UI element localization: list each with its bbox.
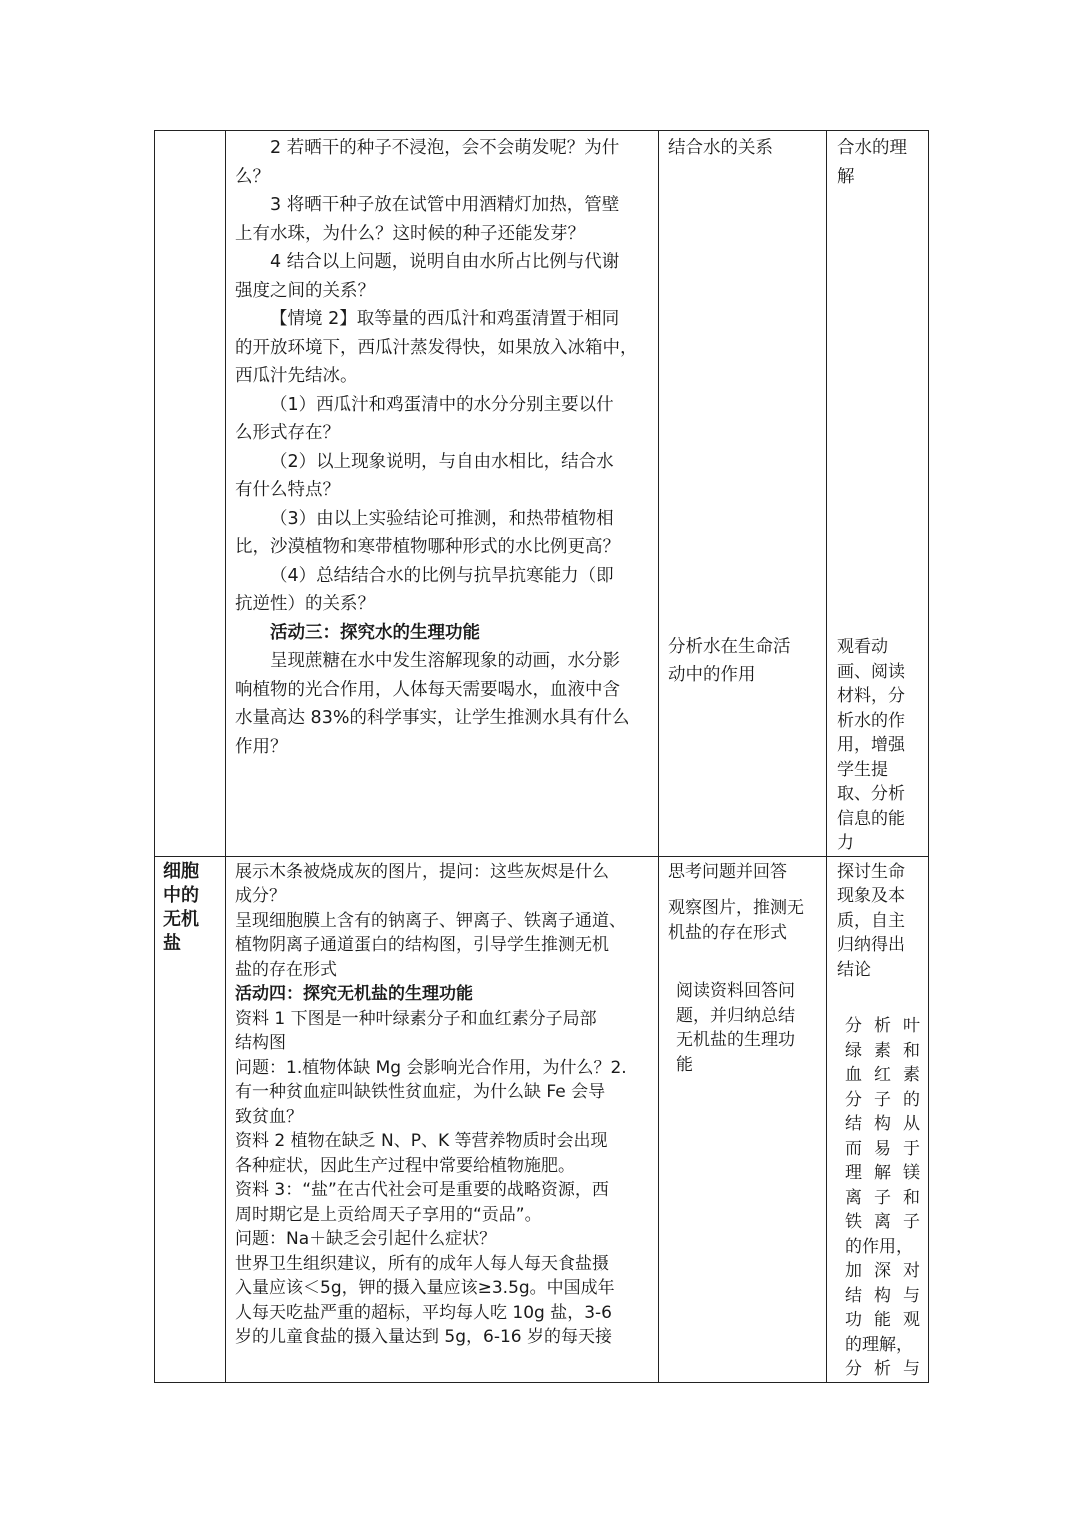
table-row-inorganic-salt: [155, 856, 929, 1382]
design-intent-line: 解: [837, 166, 855, 187]
teacher-activity-line: 呈现细胞膜上含有的钠离子、钾离子、铁离子通道、: [235, 910, 626, 931]
student-activity-cell: [659, 131, 827, 857]
teacher-activity-line: 资料 3：“盐”在古代社会可是重要的战略资源，西: [235, 1180, 609, 1200]
category-label: 盐: [163, 932, 181, 954]
teacher-activity-line: 水量高达 83%的科学事实，让学生推测水具有什么: [235, 708, 630, 728]
teacher-activity-line: 的开放环境下，西瓜汁蒸发得快，如果放入冰箱中，: [235, 337, 638, 358]
teacher-activity-line: 2 若晒干的种子不浸泡，会不会萌发呢？为什: [270, 138, 620, 158]
design-intent-line: 加深对: [845, 1261, 920, 1281]
design-intent-line: 观看动: [837, 637, 888, 657]
student-activity-text: 结合水的关系: [668, 138, 773, 158]
student-activity-line: 阅读资料回答问: [676, 981, 795, 1001]
teacher-activity-line: 3 将晒干种子放在试管中用酒精灯加热，管壁: [270, 195, 620, 215]
table-row-water: [155, 131, 929, 857]
design-intent-cell: [827, 856, 929, 1382]
teacher-activity-line: 展示木条被烧成灰的图片，提问：这些灰烬是什么: [235, 861, 609, 882]
design-intent-line: 结构与: [845, 1285, 920, 1306]
teacher-activity-line: 活动四：探究无机盐的生理功能: [235, 984, 473, 1004]
teacher-activity-line: 入量应该＜5g，钾的摄入量应该≥3.5g。中国成年: [235, 1278, 615, 1298]
teacher-activity-line: 植物阴离子通道蛋白的结构图，引导学生推测无机: [235, 935, 609, 955]
teacher-activity-line: 致贫血？: [235, 1106, 303, 1127]
teacher-activity-line: 资料 1 下图是一种叶绿素分子和血红素分子局部: [235, 1008, 597, 1029]
teacher-activity-line: 有什么特点？: [235, 480, 340, 500]
teacher-activity-cell: [226, 856, 659, 1382]
student-activity-line: 机盐的存在形式: [668, 922, 787, 943]
category-label: 中的: [163, 884, 199, 906]
teacher-activity-line: 上有水珠，为什么？这时候的种子还能发芽？: [235, 223, 585, 244]
design-intent-line: 探讨生命: [837, 861, 905, 882]
teacher-activity-line: 强度之间的关系？: [235, 280, 375, 301]
category-label: 无机: [163, 908, 199, 930]
category-cell: [155, 856, 226, 1382]
design-intent-line: 理解镁: [845, 1163, 920, 1183]
design-intent-line: 画、阅读: [837, 661, 905, 682]
design-intent-line: 现象及本: [837, 886, 905, 906]
design-intent-line: 学生提: [837, 759, 888, 780]
teacher-activity-line: 人每天吃盐严重的超标，平均每人吃 10g 盐，3-6: [235, 1302, 612, 1323]
design-intent-line: 结论: [837, 959, 871, 980]
category-cell-empty: [155, 131, 226, 857]
design-intent-line: 材料，分: [837, 686, 905, 706]
teacher-activity-line: 成分？: [235, 886, 286, 906]
teacher-activity-line: 呈现蔗糖在水中发生溶解现象的动画，水分影: [270, 651, 620, 671]
student-activity-line: 分析水在生命活: [668, 636, 791, 657]
student-activity-line: 思考问题并回答: [668, 861, 787, 882]
teacher-activity-line: 活动三：探究水的生理功能: [270, 622, 480, 643]
student-activity-line: 无机盐的生理功: [676, 1030, 795, 1050]
design-intent-line: 析水的作: [837, 710, 905, 731]
teacher-activity-line: 各种症状，因此生产过程中常要给植物施肥。: [235, 1155, 575, 1176]
teacher-activity-line: 资料 2 植物在缺乏 N、P、K 等营养物质时会出现: [235, 1131, 608, 1151]
teacher-activity-line: 有一种贫血症叫缺铁性贫血症，为什么缺 Fe 会导: [235, 1082, 606, 1102]
design-intent-line: 的作用，: [845, 1236, 913, 1257]
lesson-plan-table: [154, 130, 929, 1383]
design-intent-line: 力: [837, 833, 854, 853]
student-activity-cell: [659, 856, 827, 1382]
student-activity-line: 题，并归纳总结: [676, 1005, 795, 1026]
design-intent-line: 的理解，: [845, 1334, 913, 1355]
teacher-activity-line: 【情境 2】取等量的西瓜汁和鸡蛋清置于相同: [270, 309, 620, 329]
design-intent-line: 离子和: [845, 1187, 920, 1208]
design-intent-line: 取、分析: [837, 784, 905, 804]
design-intent-line: 结构从: [845, 1114, 920, 1134]
design-intent-line: 功能观: [845, 1310, 920, 1330]
design-intent-line: 而易于: [845, 1138, 920, 1159]
teacher-activity-line: 结构图: [235, 1033, 286, 1053]
teacher-activity-line: （4）总结结合水的比例与抗旱抗寒能力（即: [270, 565, 614, 586]
teacher-activity-line: 作用？: [235, 736, 288, 757]
student-activity-line: 动中的作用: [668, 665, 756, 685]
teacher-activity-line: 岁的儿童食盐的摄入量达到 5g，6-16 岁的每天接: [235, 1327, 612, 1347]
teacher-activity-line: 周时期它是上贡给周天子享用的“贡品”。: [235, 1204, 542, 1225]
teacher-activity-line: 世界卫生组织建议，所有的成年人每人每天食盐摄: [235, 1253, 609, 1274]
design-intent-line: 血红素: [845, 1065, 920, 1085]
teacher-activity-line: （2）以上现象说明，与自由水相比，结合水: [270, 451, 614, 472]
design-intent-line: 信息的能: [837, 808, 905, 829]
design-intent-line: 铁离子: [845, 1212, 920, 1232]
teacher-activity-line: （1）西瓜汁和鸡蛋清中的水分分别主要以什: [270, 394, 614, 415]
design-intent-cell: [827, 131, 929, 857]
design-intent-line: 用，增强: [837, 735, 905, 755]
teacher-activity-line: 比，沙漠植物和寒带植物哪种形式的水比例更高？: [235, 537, 620, 557]
teacher-activity-line: 抗逆性）的关系？: [235, 594, 375, 614]
design-intent-line: 分析叶: [845, 1016, 920, 1036]
student-activity-line: 观察图片，推测无: [668, 898, 804, 918]
teacher-activity-line: 盐的存在形式: [235, 959, 337, 980]
teacher-activity-line: 响植物的光合作用，人体每天需要喝水，血液中含: [235, 679, 620, 700]
design-intent-line: 归纳得出: [837, 935, 905, 955]
category-label: 细胞: [163, 860, 199, 882]
design-intent-line: 绿素和: [845, 1040, 920, 1061]
teacher-activity-cell: [226, 131, 659, 857]
teacher-activity-line: 么？: [235, 166, 270, 187]
design-intent-line: 合水的理: [837, 138, 907, 158]
teacher-activity-line: 问题：Na＋缺乏会引起什么症状？: [235, 1229, 497, 1249]
student-activity-line: 能: [676, 1054, 693, 1075]
teacher-activity-line: （3）由以上实验结论可推测，和热带植物相: [270, 508, 614, 529]
teacher-activity-line: 4 结合以上问题，说明自由水所占比例与代谢: [270, 252, 620, 272]
design-intent-line: 分子的: [845, 1089, 920, 1110]
teacher-activity-line: 西瓜汁先结冰。: [235, 366, 358, 386]
teacher-activity-line: 么形式存在？: [235, 423, 340, 443]
design-intent-line: 分析与: [845, 1359, 920, 1379]
design-intent-line: 质，自主: [837, 910, 905, 931]
teacher-activity-line: 问题：1.植物体缺 Mg 会影响光合作用，为什么？2.: [235, 1057, 627, 1078]
